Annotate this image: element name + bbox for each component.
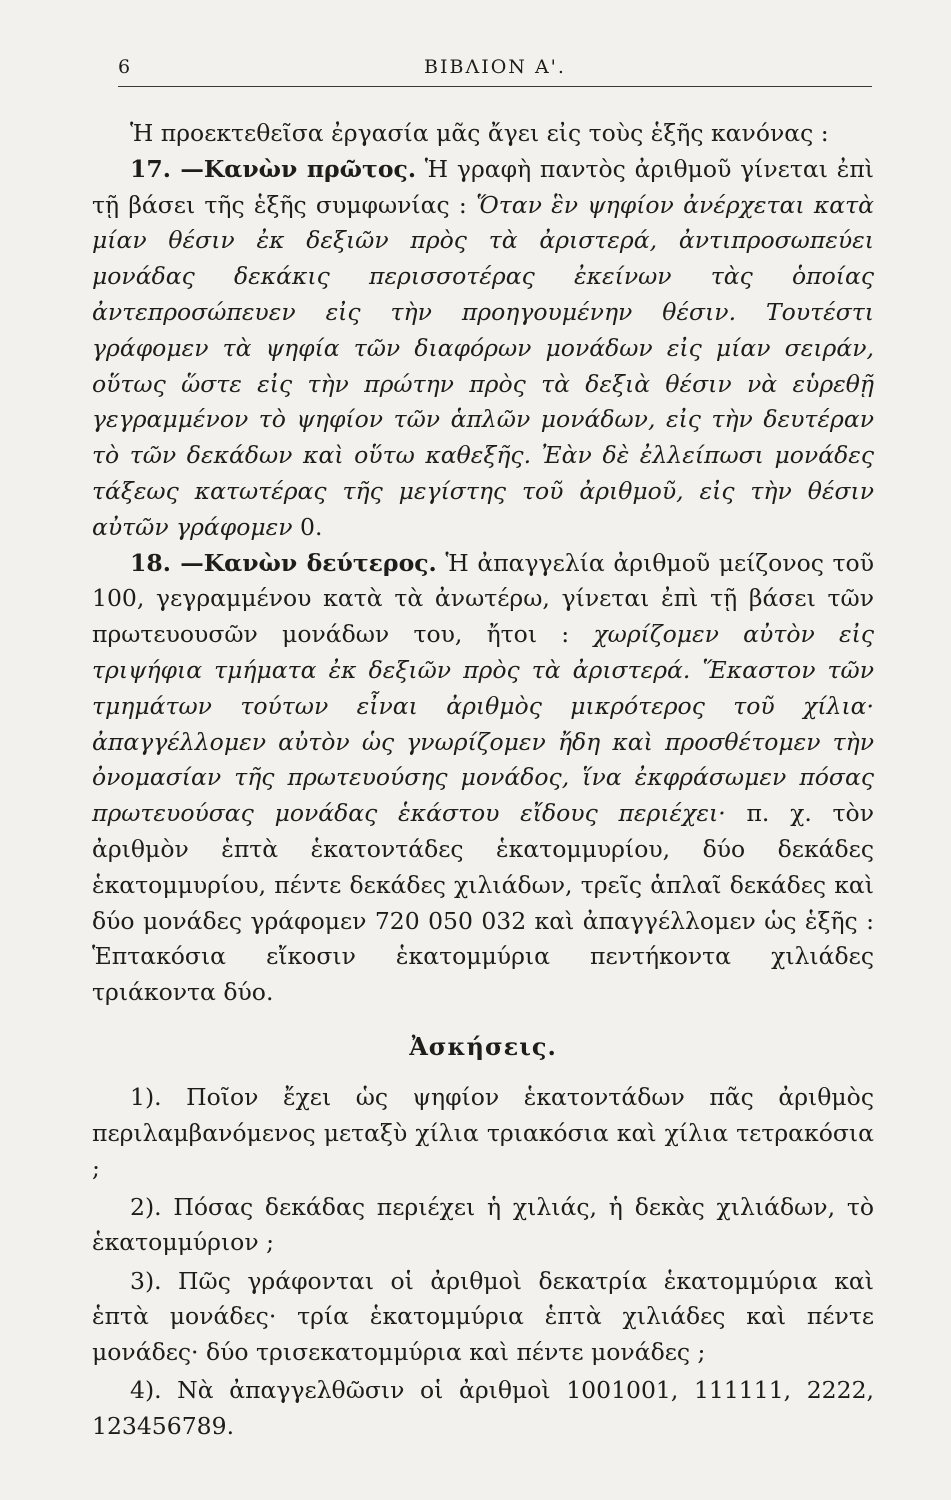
rule-18-label: 18. —Κανὼν δεύτερος.	[130, 548, 437, 577]
exercise-item	[92, 1080, 874, 1187]
rule-17-label: 17. —Κανὼν πρῶτος.	[130, 154, 417, 183]
exercise-text: Νὰ ἀπαγγελθῶσιν οἱ ἀριθμοὶ 1001001, 111111, 2222, 123456789.	[92, 1376, 874, 1440]
exercise-text: Ποῖον ἔχει ὡς ψηφίον ἑκατοντάδων πᾶς ἀριθμὸς περιλαμβανόμενος μεταξὺ χίλια τριακόσια καὶ χίλια τετρακόσια ;	[92, 1083, 874, 1182]
main-text	[92, 116, 874, 1011]
rule-17-italic: Ὅταν ἓν ψηφίον ἀνέρχεται κατὰ μίαν θέσιν ἐκ δεξιῶν πρὸς τὰ ἀριστερά, ἀντιπροσωπεύει μονάδας δεκάκις περισσοτέρας ἐκείνων τὰς ὁποίας ἀντεπροσώπευεν εἰς τὴν προηγουμένην θέσιν. Τουτέστι γράφομεν τὰ ψηφία τῶν διαφόρων μονάδων εἰς μίαν σειράν, οὕτως ὥστε εἰς τὴν πρώτην πρὸς τὰ δεξιὰ θέσιν νὰ εὑρεθῇ γεγραμμένον τὸ ψηφίον τῶν ἁπλῶν μονάδων, εἰς τὴν δευτέραν τὸ τῶν δεκάδων καὶ οὕτω καθεξῆς. Ἐὰν δὲ ἐλλείπωσι μονάδες τάξεως κατωτέρας τῆς μεγίστης τοῦ ἀριθμοῦ, εἰς τὴν θέσιν αὐτῶν γράφομεν	[92, 190, 874, 541]
exercise-text: Πῶς γράφονται οἱ ἀριθμοὶ δεκατρία ἑκατομμύρια καὶ ἑπτὰ μονάδες· τρία ἑκατομμύρια ἑπτὰ χιλιάδες καὶ πέντε μονάδες· δύο τρισεκατομμύρια καὶ πέντε μονάδες ;	[92, 1266, 874, 1366]
intro-paragraph	[92, 116, 874, 152]
exercises-list	[92, 1080, 874, 1447]
rule-17-zero: 0.	[292, 512, 323, 541]
exercise-item	[92, 1264, 874, 1371]
rule-18-text: Ἡ ἀπαγγελία ἀριθμοῦ μείζονος τοῦ 100, γεγραμμένου κατὰ τὰ ἀνωτέρω, γίνεται ἐπὶ τῇ βάσει τῶν πρωτευουσῶν μονάδων του, ἤτοι :	[92, 548, 874, 649]
exercise-item	[92, 1373, 874, 1444]
rule-18-example: π. χ. τὸν ἀριθμὸν ἑπτὰ ἑκατοντάδες ἑκατομμυρίου, δύο δεκάδες ἑκατομμυρίου, πέντε δεκάδες χιλιάδων, τρεῖς ἁπλαῖ δεκάδες καὶ δύο μονάδες γράφομεν 720 050 032 καὶ ἀπαγγέλλομεν ὡς ἑξῆς : Ἑπτακόσια εἴκοσιν ἑκατομμύρια πεντήκοντα χιλιάδες τριάκοντα δύο.	[92, 799, 874, 1007]
exercises-heading: Ἀσκήσεις.	[409, 1032, 557, 1061]
page-number: 6	[118, 56, 132, 78]
exercise-number: 4).	[130, 1376, 162, 1404]
exercise-number: 3).	[130, 1266, 162, 1295]
rule-18-paragraph	[92, 546, 874, 1011]
exercise-text: Πόσας δεκάδας περιέχει ἡ χιλιάς, ἡ δεκὰς χιλιάδων, τὸ ἑκατομμύριον ;	[92, 1192, 874, 1256]
intro-text: Ἡ προεκτεθεῖσα ἐργασία μᾶς ἄγει εἰς τοὺς ἑξῆς κανόνας :	[130, 119, 829, 147]
rule-18-italic: χωρίζομεν αὐτὸν εἰς τριψήφια τμήματα ἐκ δεξιῶν πρὸς τὰ ἀριστερά. Ἕκαστον τῶν τμημάτων τούτων εἶναι ἀριθμὸς μικρότερος τοῦ χίλια· ἀπαγγέλλομεν αὐτὸν ὡς γνωρίζομεν ἤδη καὶ προσθέτομεν τὴν ὀνομασίαν τῆς πρωτευούσης μονάδος, ἵνα ἐκφράσωμεν πόσας πρωτευούσας μονάδας ἑκάστου εἴδους περιέχει·	[92, 620, 874, 828]
exercise-item	[92, 1190, 874, 1261]
exercise-number: 2).	[130, 1192, 162, 1221]
running-title: ΒΙΒΛΙΟΝ Α'.	[424, 56, 566, 78]
exercise-number: 1).	[130, 1083, 162, 1111]
rule-17-paragraph	[92, 152, 874, 546]
running-header	[118, 52, 872, 87]
rule-17-text: Ἡ γραφὴ παντὸς ἀριθμοῦ γίνεται ἐπὶ τῇ βάσει τῆς ἑξῆς συμφωνίας :	[92, 154, 874, 219]
